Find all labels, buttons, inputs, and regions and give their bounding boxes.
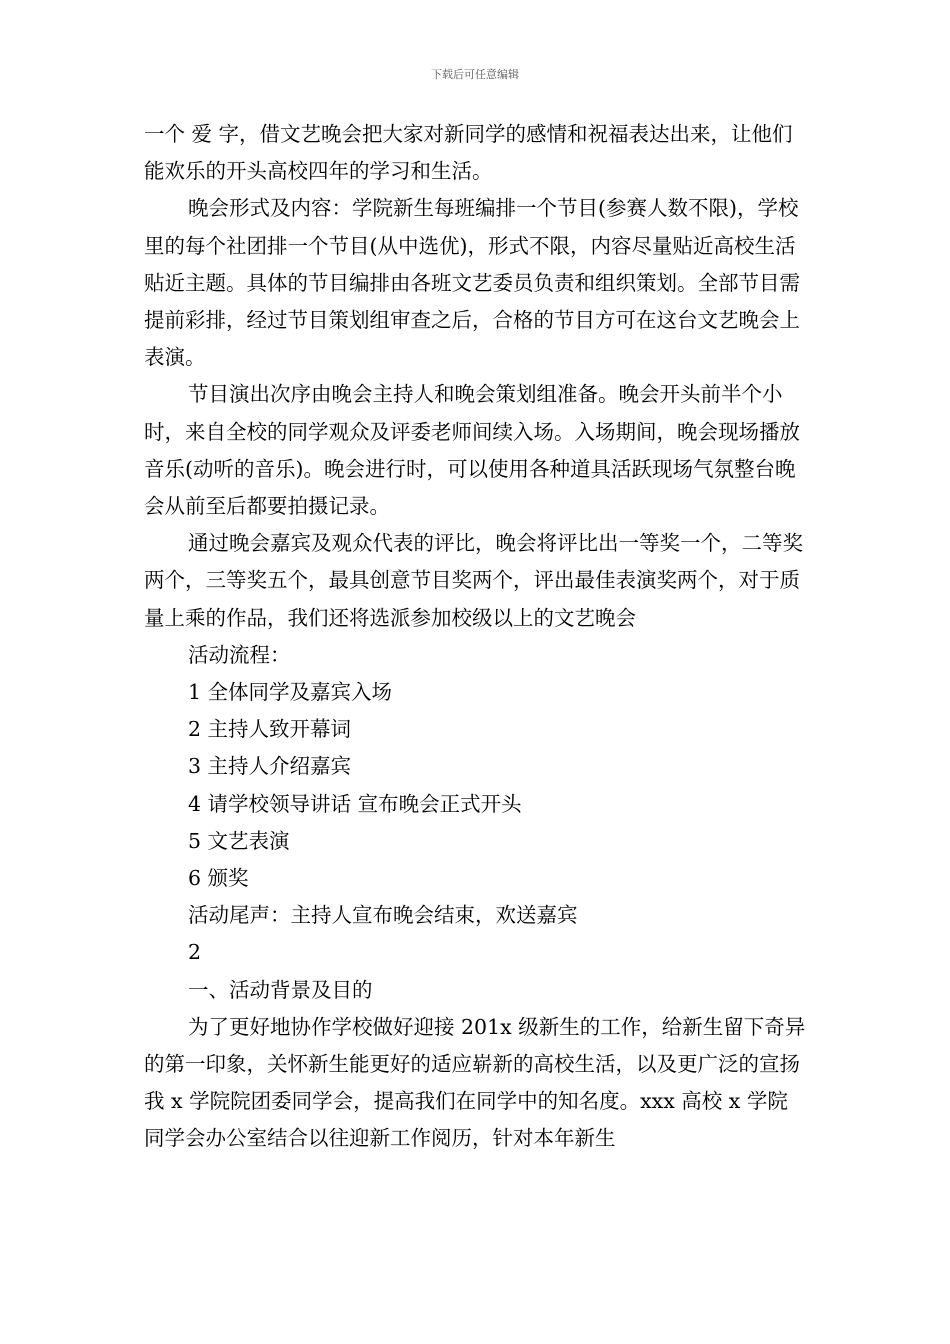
process-ending: 活动尾声：主持人宣布晚会结束，欢送嘉宾 (188, 903, 578, 928)
paragraph-intro-continuation: 一个 爱 字，借文艺晚会把大家对新同学的感情和祝福表达出来，让他们能欢乐的开头高校四年的学习和生活。 (144, 122, 793, 184)
section-heading: 一、活动背景及目的 (188, 977, 373, 1002)
page-header: 下载后可任意编辑 (431, 68, 519, 81)
paragraph-program-order: 节目演出次序由晚会主持人和晚会策划组准备。晚会开头前半个小时，来自全校的同学观众及评委老师间续入场。入场期间，晚会现场播放音乐(动听的音乐)。晚会进行时，可以使用各种道具活跃现场气氛整台晚会从前至后都要拍摄记录。 (144, 382, 800, 519)
paragraph-awards: 通过晚会嘉宾及观众代表的评比，晚会将评比出一等奖一个，二等奖两个，三等奖五个，最具创意节目奖两个，评出最佳表演奖两个，对于质量上乘的作品，我们还将选派参加校级以上的文艺晚会 (144, 531, 803, 630)
document-body (144, 116, 808, 1158)
process-step-5: 5 文艺表演 (188, 828, 290, 853)
paragraph-format-content: 晚会形式及内容：学院新生每班编排一个节目(参赛人数不限)，学校里的每个社团排一个节目(从中选优)，形式不限，内容尽量贴近高校生活贴近主题。具体的节目编排由各班文艺委员负责和组织策划。全部节目需提前彩排，经过节目策划组审查之后，合格的节目方可在这台文艺晚会上表演。 (144, 196, 800, 370)
process-heading: 活动流程： (188, 642, 291, 667)
process-step-4: 4 请学校领导讲话 宣布晚会正式开头 (188, 791, 522, 816)
process-step-1: 1 全体同学及嘉宾入场 (188, 680, 393, 705)
section-number: 2 (188, 940, 202, 965)
paragraph-background: 为了更好地协作学校做好迎接 201x 级新生的工作，给新生留下奇异的第一印象，关怀新生能更好的适应崭新的高校生活，以及更广泛的宣扬我 x 学院院团委同学会，提高我们在同学中的知名度。xxx 高校 x 学院同学会办公室结合以往迎新工作阅历，针对本年新生 (144, 1014, 806, 1151)
process-step-2: 2 主持人致开幕词 (188, 717, 352, 742)
process-step-6: 6 颁奖 (188, 866, 249, 891)
process-step-3: 3 主持人介绍嘉宾 (188, 754, 352, 779)
